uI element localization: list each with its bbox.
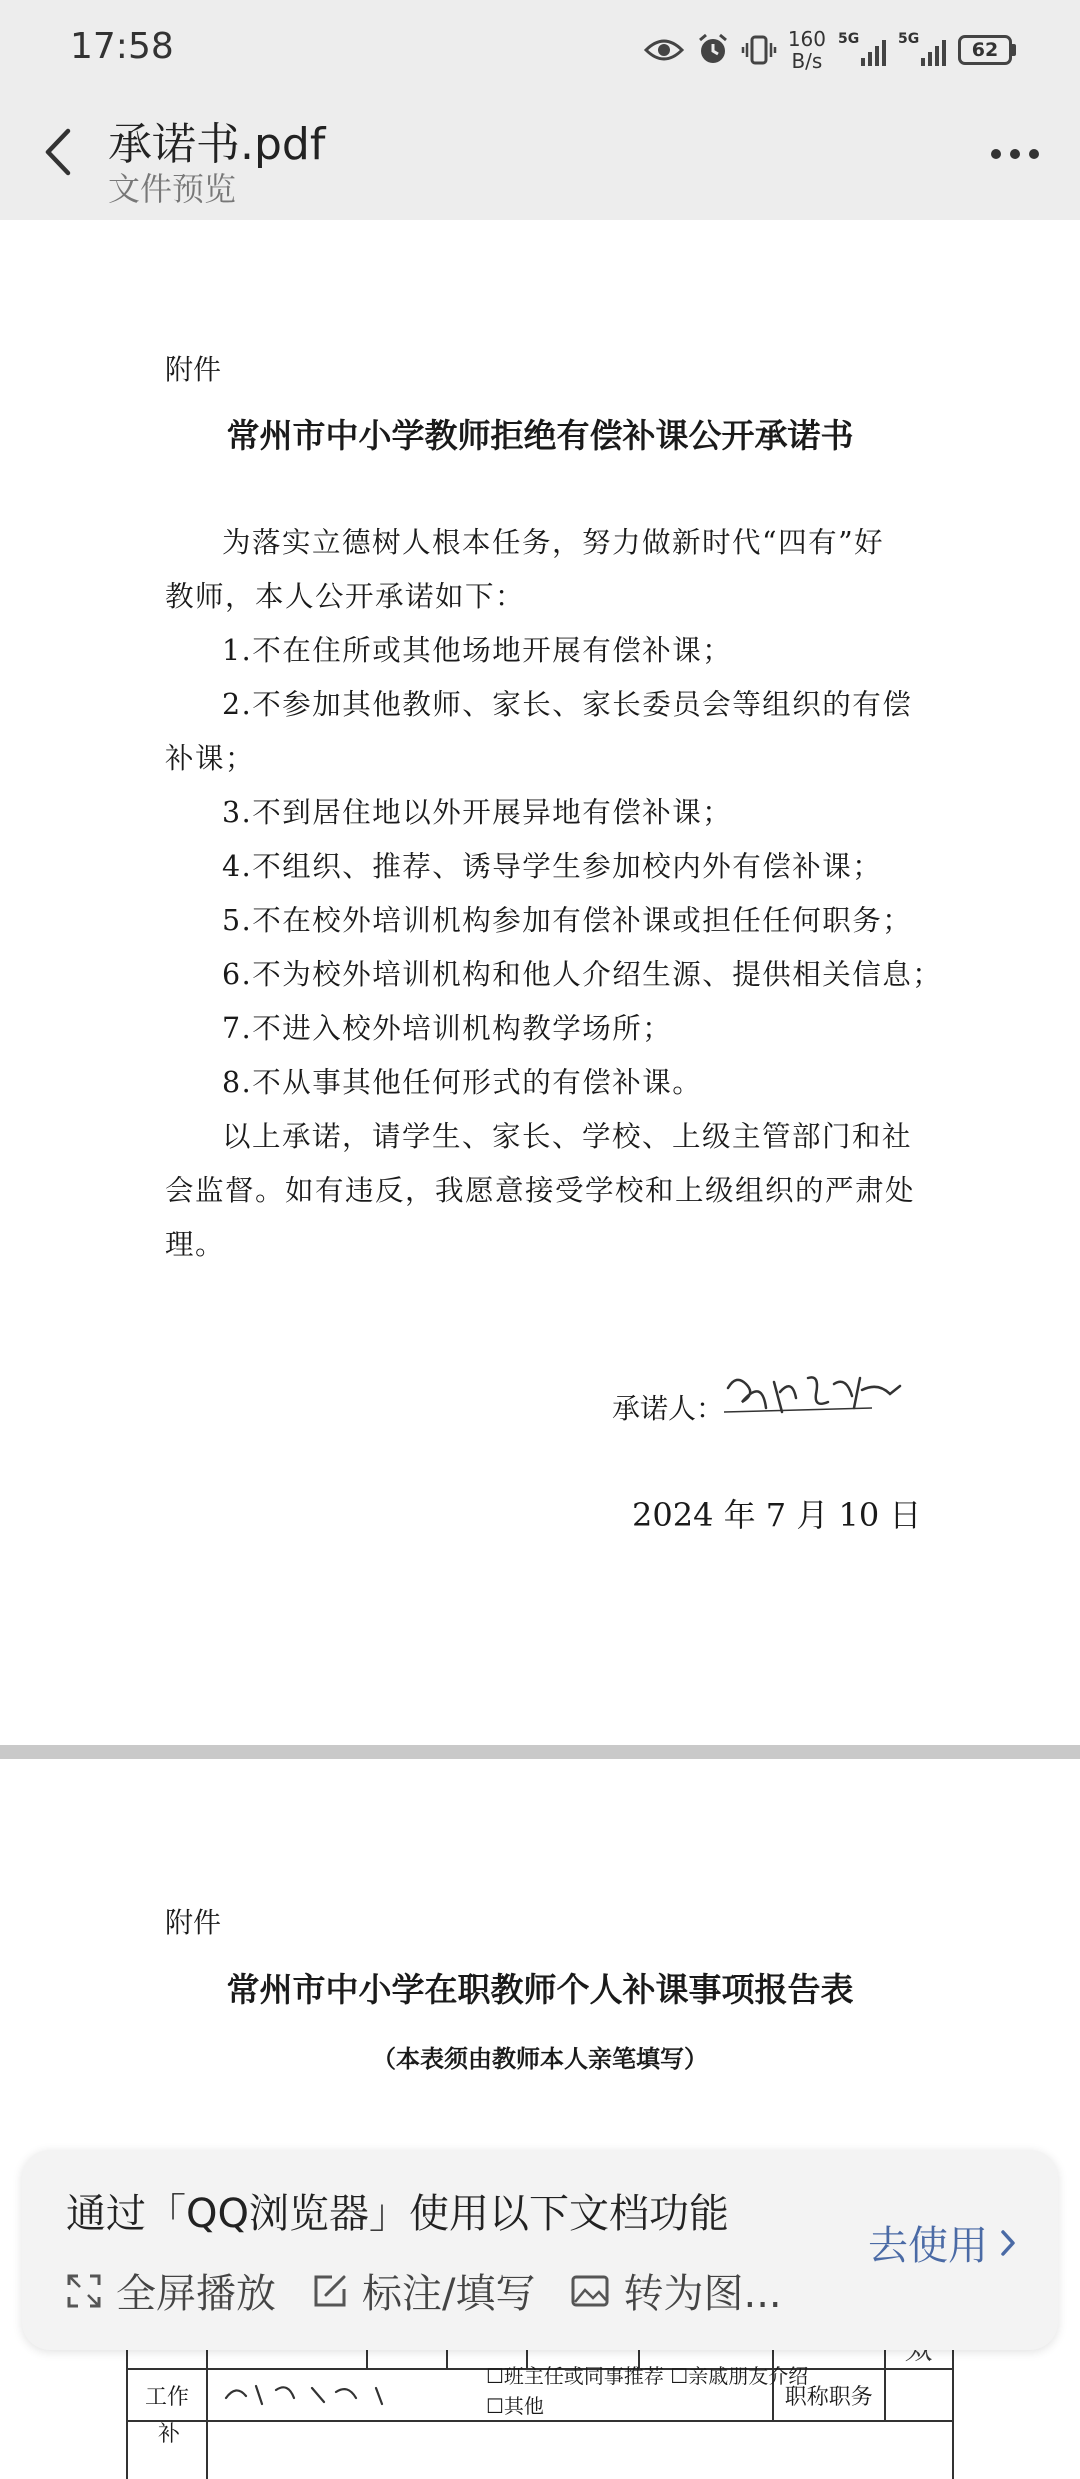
battery-icon [958, 35, 1016, 65]
doc-attachment-label: 附件 [165, 353, 222, 386]
table-options-line: ☐其他 [486, 2394, 544, 2418]
doc-line: 以上承诺，请学生、家长、学校、上级主管部门和社 [222, 1120, 913, 1153]
file-title: 承诺书.pdf [108, 119, 326, 170]
signal-label: 5G [838, 31, 860, 47]
file-subtitle: 文件预览 [108, 170, 237, 208]
net-speed-unit: B/s [791, 49, 823, 73]
promo-actions [66, 2262, 782, 2319]
doc-title: 常州市中小学在职教师个人补课事项报告表 [226, 1970, 854, 2009]
annotate-fill-button[interactable] [312, 2262, 535, 2319]
more-button[interactable] [980, 126, 1050, 182]
doc-line: 1.不在住所或其他场地开展有偿补课； [222, 634, 733, 667]
status-icons [644, 22, 1016, 78]
signal-label: 5G [898, 31, 920, 47]
app-bar [0, 98, 1080, 220]
pdf-page-2 [0, 1759, 1080, 2459]
edit-icon [312, 2273, 348, 2309]
pdf-viewer[interactable] [0, 220, 1080, 2447]
doc-line: 2.不参加其他教师、家长、家长委员会等组织的有偿 [222, 688, 913, 721]
qq-browser-promo-card [22, 2150, 1058, 2350]
alarm-icon [696, 33, 730, 67]
doc-line: 为落实立德树人根本任务，努力做新时代“四有”好 [222, 526, 885, 559]
doc-line: 6.不为校外培训机构和他人介绍生源、提供相关信息； [222, 958, 943, 991]
table-side-label: 补 [158, 2422, 181, 2447]
doc-line: 会监督。如有违反，我愿意接受学校和上级组织的严肃处 [165, 1174, 916, 1207]
image-icon [571, 2274, 609, 2308]
doc-line: 3.不到居住地以外开展异地有偿补课； [222, 796, 733, 829]
status-time: 17:58 [70, 26, 174, 67]
doc-line: 7.不进入校外培训机构教学场所； [222, 1012, 673, 1045]
signature-image [722, 1368, 908, 1424]
signing-date: 2024 年 7 月 10 日 [632, 1496, 922, 1534]
doc-line: 8.不从事其他任何形式的有偿补课。 [222, 1066, 703, 1099]
chevron-left-icon [40, 127, 76, 177]
page-separator [0, 1745, 1080, 1759]
status-bar [0, 0, 1080, 98]
doc-note: （本表须由教师本人亲笔填写） [372, 2044, 708, 2073]
pdf-page-1 [0, 220, 1080, 1745]
doc-line: 5.不在校外培训机构参加有偿补课或担任任何职务； [222, 904, 913, 937]
annotate-fill-label: 标注/填写 [362, 2271, 536, 2317]
doc-line: 补课； [165, 742, 256, 775]
table-cell-title-label: 职称职务 [773, 2369, 885, 2421]
signer-label: 承诺人： [612, 1392, 725, 1425]
fullscreen-play-button[interactable] [66, 2262, 276, 2319]
doc-title: 常州市中小学教师拒绝有偿补课公开承诺书 [226, 416, 854, 455]
doc-attachment-label: 附件 [165, 1906, 222, 1939]
convert-image-button[interactable] [571, 2262, 781, 2319]
doc-line: 教师，本人公开承诺如下： [165, 580, 526, 613]
go-use-button[interactable] [868, 2214, 1018, 2271]
fullscreen-icon [66, 2273, 102, 2309]
doc-line: 4.不组织、推荐、诱导学生参加校内外有偿补课； [222, 850, 883, 883]
signal-icon [838, 32, 886, 68]
fullscreen-play-label: 全屏播放 [116, 2271, 276, 2317]
back-button[interactable] [22, 116, 94, 188]
net-speed [788, 28, 826, 72]
go-use-label: 去使用 [868, 2223, 988, 2269]
table-options-line: ☐班主任或同事推荐 ☐亲戚朋友介绍 [486, 2364, 809, 2388]
table-cell-work-label: 工作 [127, 2369, 207, 2421]
doc-line: 理。 [165, 1228, 226, 1261]
chevron-right-icon [998, 2228, 1018, 2258]
battery-level: 62 [958, 35, 1012, 65]
convert-image-label: 转为图... [623, 2271, 782, 2317]
eye-icon [644, 36, 684, 64]
signal-icon [898, 32, 946, 68]
vibrate-icon [742, 33, 776, 67]
net-speed-value: 160 [787, 27, 826, 51]
promo-title: 通过「QQ浏览器」使用以下文档功能 [66, 2191, 729, 2237]
more-dots-icon [990, 148, 1040, 160]
